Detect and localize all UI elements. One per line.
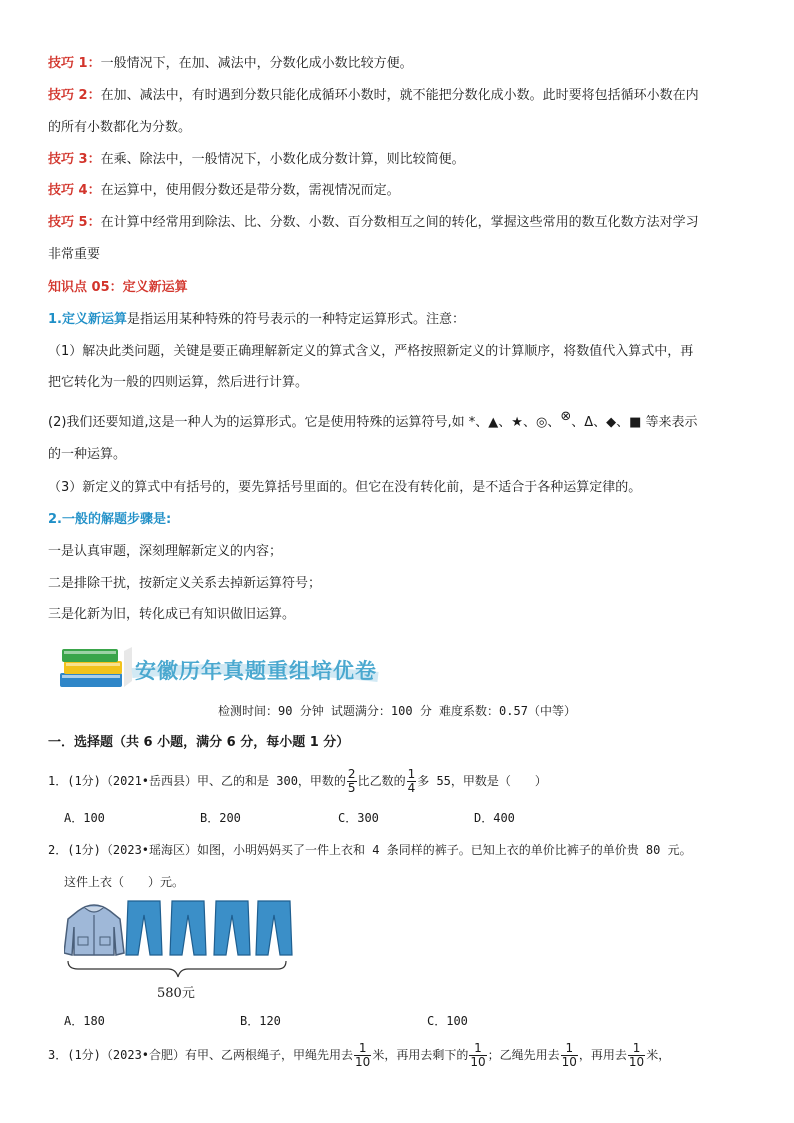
definition-p2-text: (2)我们还要知道,这是一种人为的运算形式。它是使用特殊的运算符号,如 *、▲、★、◎、 xyxy=(48,415,561,430)
definition-line xyxy=(48,311,754,329)
numerator: 1 xyxy=(561,1042,578,1056)
question-1 xyxy=(48,766,754,797)
tip-label: 技巧 1： xyxy=(48,56,101,71)
definition-p1a: （1）解决此类问题，关键是要正确理解新定义的算式含义，严格按照新定义的计算顺序，将数值代入算式中，再 xyxy=(48,344,694,359)
tip-label: 技巧 2： xyxy=(48,88,101,103)
q1-option-c[interactable]: C．300 xyxy=(338,811,379,825)
question-2-line2: 这件上衣（ ）元。 xyxy=(64,875,185,889)
steps-head: 2.一般的解题步骤是: xyxy=(48,512,172,527)
fraction xyxy=(469,1042,486,1069)
q1-text: 1．(1分)（2021•岳西县）甲、乙的和是 300，甲数的 xyxy=(48,774,346,788)
q1-text: 比乙数的 xyxy=(357,774,406,788)
tip-5-cont: 非常重要 xyxy=(48,247,101,262)
denominator: 5 xyxy=(347,781,356,795)
tip-text: 在加、减法中，有时遇到分数只能化成循环小数时，就不能把分数化成小数。此时要将包括循环小数在内 xyxy=(100,88,699,103)
definition-p1b: 把它转化为一般的四则运算，然后进行计算。 xyxy=(48,375,309,390)
q3-text: ；乙绳先用去 xyxy=(487,1048,560,1062)
definition-p2a xyxy=(48,409,754,432)
tip-text: 一般情况下，在加、减法中，分数化成小数比较方便。 xyxy=(100,56,413,71)
definition-p3: （3）新定义的算式中有括号的，要先算括号里面的。但它在没有转化前，是不适合于各种运算定律的。 xyxy=(48,480,642,495)
numerator: 2 xyxy=(347,767,356,781)
q3-text: 3．(1分)（2023•合肥）有甲、乙两根绳子，甲绳先用去 xyxy=(48,1048,354,1062)
denominator: 4 xyxy=(407,781,416,795)
tip-1 xyxy=(48,55,754,73)
tip-2 xyxy=(48,87,754,105)
question-2-line1: 2．(1分)（2023•瑶海区）如图，小明妈妈买了一件上衣和 4 条同样的裤子。已知上衣的单价比裤子的单价贵 80 元。 xyxy=(48,843,692,857)
banner-title: 安徽历年真题重组培优卷 xyxy=(135,658,377,683)
fraction xyxy=(354,1042,371,1069)
denominator: 10 xyxy=(355,1055,371,1069)
q1-option-a[interactable]: A．100 xyxy=(64,811,105,825)
q3-text: ，再用去 xyxy=(578,1048,627,1062)
jeans-icon xyxy=(126,901,292,955)
tip-5 xyxy=(48,214,754,232)
fraction xyxy=(561,1042,578,1069)
tip-4 xyxy=(48,182,754,200)
fraction xyxy=(407,768,417,795)
denominator: 10 xyxy=(470,1055,486,1069)
numerator: 1 xyxy=(469,1042,486,1056)
price-label: 580元 xyxy=(157,986,195,1001)
definition-head: 1.定义新运算 xyxy=(48,312,127,327)
fraction xyxy=(347,768,357,795)
denominator: 10 xyxy=(561,1055,577,1069)
section-title: 一．选择题（共 6 小题，满分 6 分，每小题 1 分） xyxy=(48,735,350,750)
tip-2-cont: 的所有小数都化为分数。 xyxy=(48,120,192,135)
otimes-symbol: ⊗ xyxy=(560,409,572,424)
numerator: 1 xyxy=(628,1042,645,1056)
numerator: 1 xyxy=(407,767,416,781)
tip-text: 在运算中，使用假分数还是带分数，需视情况而定。 xyxy=(100,183,400,198)
question-3 xyxy=(48,1040,754,1071)
tip-text: 在计算中经常用到除法、比、分数、小数、百分数相互之间的转化，掌握这些常用的数互化数方法对学习 xyxy=(100,215,699,230)
definition-text: 是指运用某种特殊的符号表示的一种特定运算形式。注意： xyxy=(126,312,465,327)
q1-text: 多 55，甲数是（ ） xyxy=(417,774,547,788)
q2-option-b[interactable]: B．120 xyxy=(240,1014,281,1028)
step-item: 一是认真审题，深刻理解新定义的内容； xyxy=(48,544,283,559)
tip-label: 技巧 5： xyxy=(48,215,101,230)
tip-3 xyxy=(48,151,754,169)
denominator: 10 xyxy=(628,1055,645,1069)
knowledge-title: 知识点 05：定义新运算 xyxy=(48,280,188,295)
exam-meta: 检测时间：90 分钟 试题满分：100 分 难度系数：0.57（中等） xyxy=(218,704,576,718)
fraction xyxy=(628,1042,645,1069)
step-item: 三是化新为旧，转化成已有知识做旧运算。 xyxy=(48,607,296,622)
tip-label: 技巧 4： xyxy=(48,183,101,198)
definition-p2-text2: 、Δ、◆、■ 等来表示 xyxy=(571,415,698,430)
step-item: 二是排除干扰，按新定义关系去掉新运算符号； xyxy=(48,576,322,591)
q1-option-b[interactable]: B．200 xyxy=(200,811,241,825)
q2-option-a[interactable]: A．180 xyxy=(64,1014,105,1028)
q2-option-c[interactable]: C．100 xyxy=(427,1014,468,1028)
jacket-icon xyxy=(64,905,124,955)
q3-text: 米， xyxy=(646,1048,671,1062)
q3-text: 米，再用去剩下的 xyxy=(372,1048,469,1062)
tip-text: 在乘、除法中，一般情况下，小数化成分数计算，则比较简便。 xyxy=(100,152,465,167)
q1-option-d[interactable]: D．400 xyxy=(474,811,515,825)
tip-label: 技巧 3： xyxy=(48,152,101,167)
definition-p2b: 的一种运算。 xyxy=(48,447,127,462)
numerator: 1 xyxy=(354,1042,371,1056)
